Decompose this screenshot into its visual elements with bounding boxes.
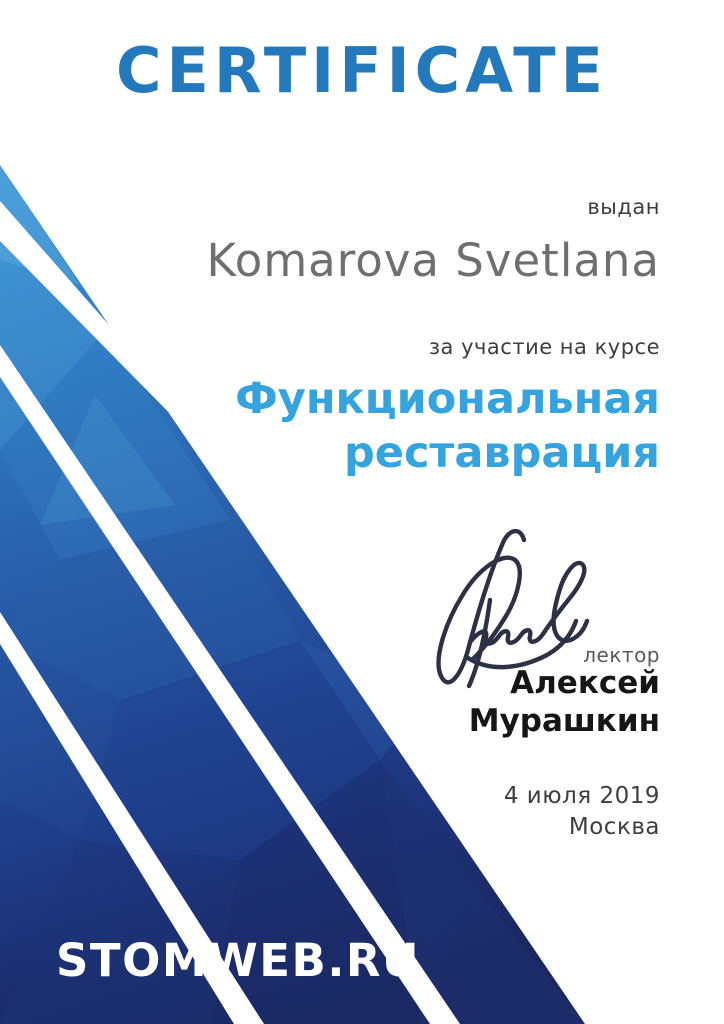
lecturer-first-name: Алексей [510,665,660,701]
lecturer-label: лектор [583,643,660,667]
course-title-line1: Функциональная [235,374,660,424]
issued-label: выдан [587,195,660,219]
course-title-line2: реставрация [344,428,660,479]
lecturer-last-name: Мурашкин [468,703,660,740]
course-title [235,372,660,480]
event-city: Москва [568,813,660,840]
brand-logo-text: STOMWEB.RU [56,934,421,987]
certificate-title: CERTIFICATE [116,34,608,107]
participation-label: за участие на курсе [428,335,660,359]
lecturer-name [469,664,660,741]
date-block [504,781,660,843]
recipient-name: Komarova Svetlana [206,234,660,287]
event-date: 4 июля 2019 [503,783,660,809]
